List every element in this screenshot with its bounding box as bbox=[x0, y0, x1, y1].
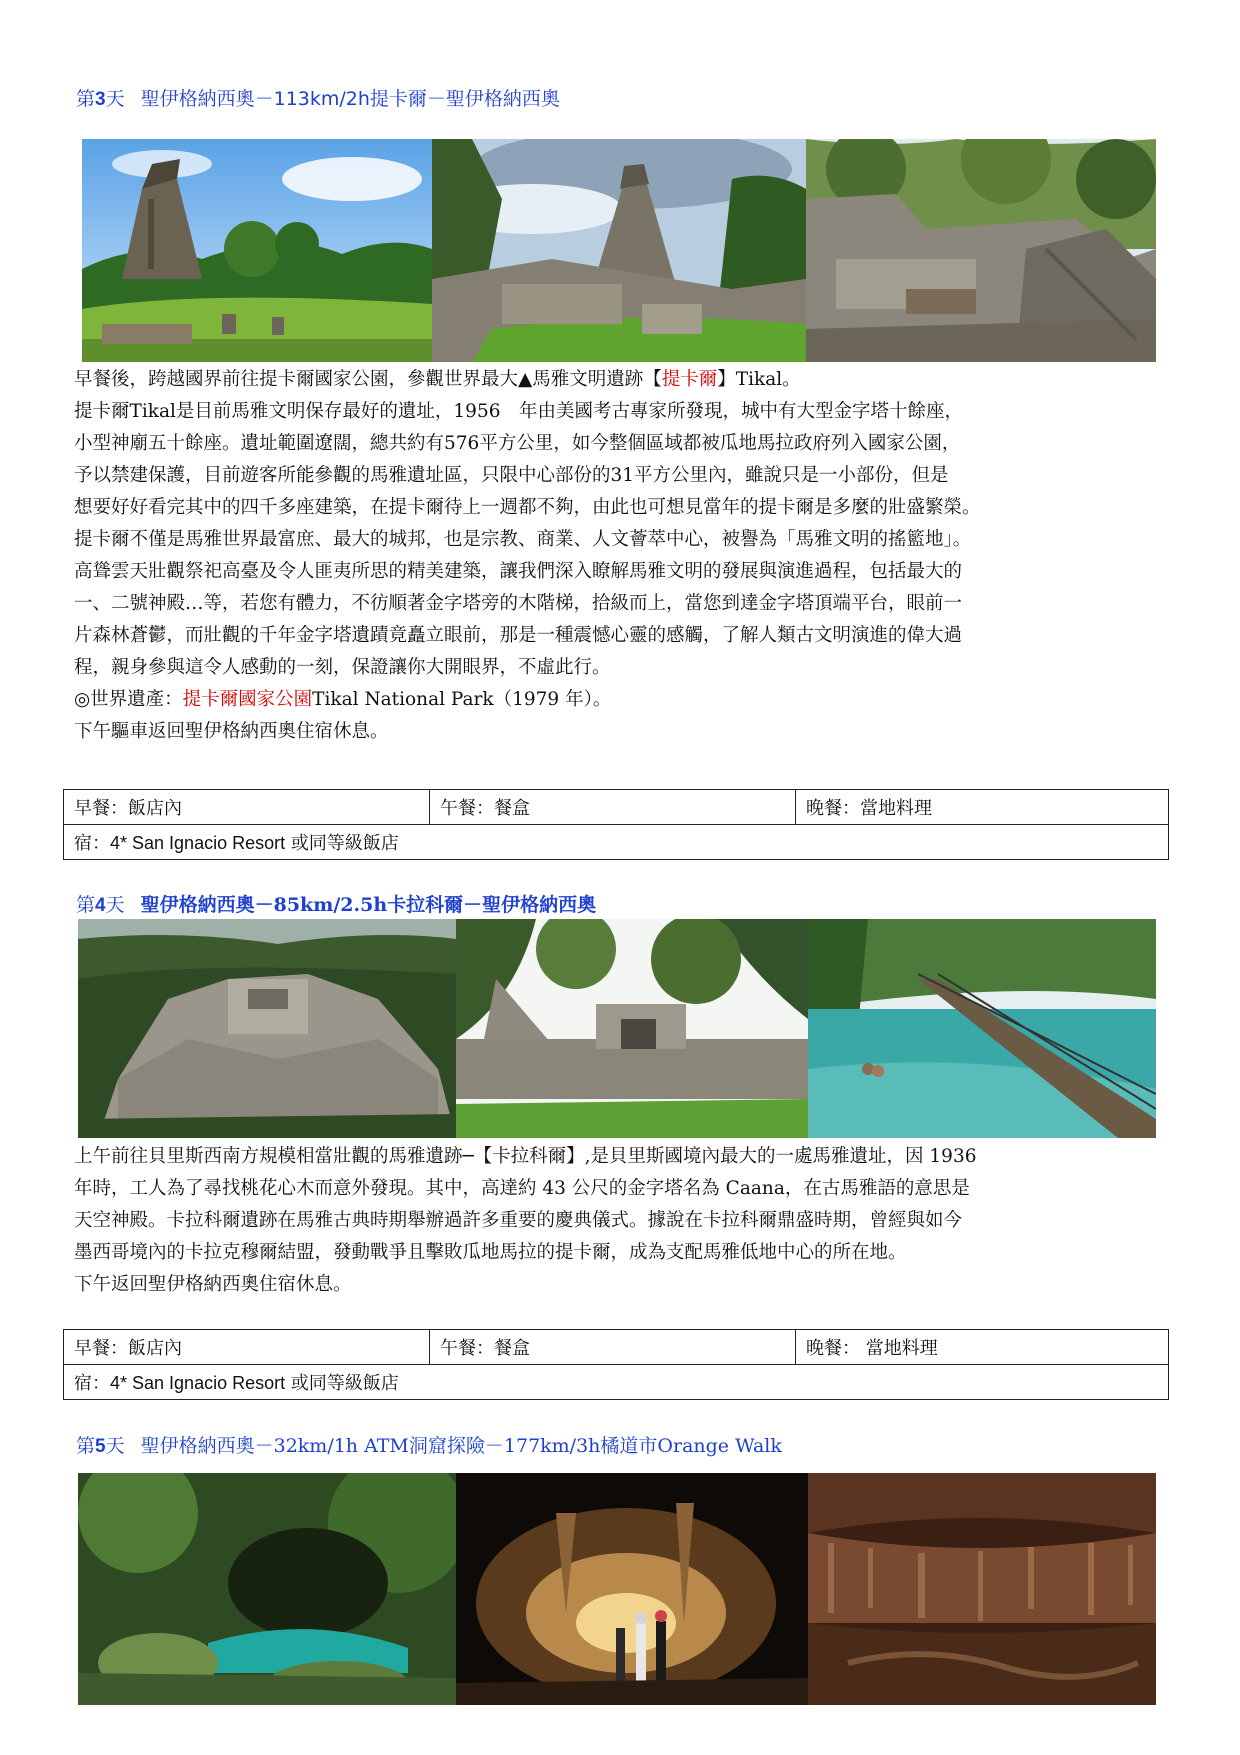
day3-hotel: 宿：4* San Ignacio Resort 或同等級飯店 bbox=[64, 825, 1169, 860]
tikal-temple-jungle-photo bbox=[432, 139, 806, 362]
day3-line-4: 予以禁建保護，目前遊客所能參觀的馬雅遺址區，只限中心部份的31平方公里內，雖說只是一小部份，但是 bbox=[74, 465, 949, 486]
day3-line-6: 提卡爾不僅是馬雅世界最富庶、最大的城邦，也是宗教、商業、人文薈萃中心，被譽為「馬雅文明的搖籃地」。 bbox=[74, 529, 972, 550]
day3-afternoon: 下午驅車返回聖伊格納西奧住宿休息。 bbox=[74, 721, 389, 742]
day3-line-9: 片森林蒼鬱，而壯觀的千年金字塔遺蹟竟矗立眼前，那是一種震憾心靈的感觸，了解人類古文明演進的偉大過 bbox=[74, 625, 963, 646]
day4-line-3: 天空神殿。卡拉科爾遺跡在馬雅古典時期舉辦過許多重要的慶典儀式。據說在卡拉科爾鼎盛時期，曾經與如今 bbox=[74, 1210, 963, 1231]
day3-line-3: 小型神廟五十餘座。遺址範圍遼闊，總共約有576平方公里，如今整個區域都被瓜地馬拉政府列入國家公園， bbox=[74, 433, 961, 454]
day4-description bbox=[74, 1141, 1174, 1301]
day4-line-2: 年時，工人為了尋找桃花心木而意外發現。其中，高達約 43 公尺的金字塔名為 Caana，在古馬雅語的意思是 bbox=[74, 1178, 970, 1199]
day3-line-10: 程，親身參與這令人感動的一刻，保證讓你大開眼界，不虛此行。 bbox=[74, 657, 611, 678]
day3-lunch: 午餐：餐盒 bbox=[430, 790, 796, 825]
day3-description bbox=[74, 364, 1174, 748]
day5-title: 第5天 聖伊格納西奧－32km/1h ATM洞窟探險－177km/3h橘道市Orange Walk bbox=[76, 1435, 782, 1457]
day3-line-2: 提卡爾Tikal是目前馬雅文明保存最好的遺址，1956 年由美國考古專家所發現，城中有大型金字塔十餘座， bbox=[74, 401, 963, 422]
day4-dinner: 晚餐： 當地料理 bbox=[796, 1330, 1169, 1365]
day4-title: 第4天 聖伊格納西奧－85km/2.5h卡拉科爾－聖伊格納西奧 bbox=[76, 894, 597, 916]
atm-cave-formations-photo bbox=[808, 1473, 1156, 1705]
day4-line-4: 墨西哥境內的卡拉克穆爾結盟，發動戰爭且擊敗瓜地馬拉的提卡爾，成為支配馬雅低地中心的所在地。 bbox=[74, 1242, 907, 1263]
day4-breakfast: 早餐：飯店內 bbox=[64, 1330, 430, 1365]
day3-title: 第3天 聖伊格納西奧－113km/2h提卡爾－聖伊格納西奧 bbox=[76, 88, 560, 110]
river-suspension-bridge-photo bbox=[808, 919, 1156, 1138]
day3-line-7: 高聳雲天壯觀祭祀高臺及令人匪夷所思的精美建築，讓我們深入瞭解馬雅文明的發展與演進過程，包括最大的 bbox=[74, 561, 963, 582]
day3-line-5: 想要好好看完其中的四千多座建築，在提卡爾待上一週都不夠，由此也可想見當年的提卡爾是多麼的壯盛繁榮。 bbox=[74, 497, 981, 518]
day3-world-heritage: ◎世界遺產：提卡爾國家公園Tikal National Park（1979 年）。 bbox=[74, 689, 612, 710]
atm-cave-entrance-photo bbox=[78, 1473, 456, 1705]
day4-line-1: 上午前往貝里斯西南方規模相當壯觀的馬雅遺跡─【卡拉科爾】,是貝里斯國境內最大的一處馬雅遺址，因 1936 bbox=[74, 1146, 977, 1167]
caracol-ruins-photo bbox=[456, 919, 808, 1138]
day3-dinner: 晚餐：當地料理 bbox=[796, 790, 1169, 825]
day3-line-8: 一、二號神殿…等，若您有體力，不彷順著金字塔旁的木階梯，拾級而上，當您到達金字塔頂端平台，眼前一 bbox=[74, 593, 963, 614]
day3-meals-table bbox=[63, 789, 1169, 860]
day3-line-1: 早餐後，跨越國界前往提卡爾國家公園，參觀世界最大▲馬雅文明遺跡【提卡爾】Tikal。 bbox=[74, 369, 801, 390]
tikal-temple-plaza-photo bbox=[82, 139, 432, 362]
tikal-acropolis-photo bbox=[806, 139, 1156, 362]
day4-meals-table bbox=[63, 1329, 1169, 1400]
day3-breakfast: 早餐：飯店內 bbox=[64, 790, 430, 825]
day4-afternoon: 下午返回聖伊格納西奧住宿休息。 bbox=[74, 1274, 352, 1295]
caracol-aerial-photo bbox=[78, 919, 456, 1138]
day4-lunch: 午餐：餐盒 bbox=[430, 1330, 796, 1365]
atm-cave-explorers-photo bbox=[456, 1473, 808, 1705]
day4-hotel: 宿：4* San Ignacio Resort 或同等級飯店 bbox=[64, 1365, 1169, 1400]
